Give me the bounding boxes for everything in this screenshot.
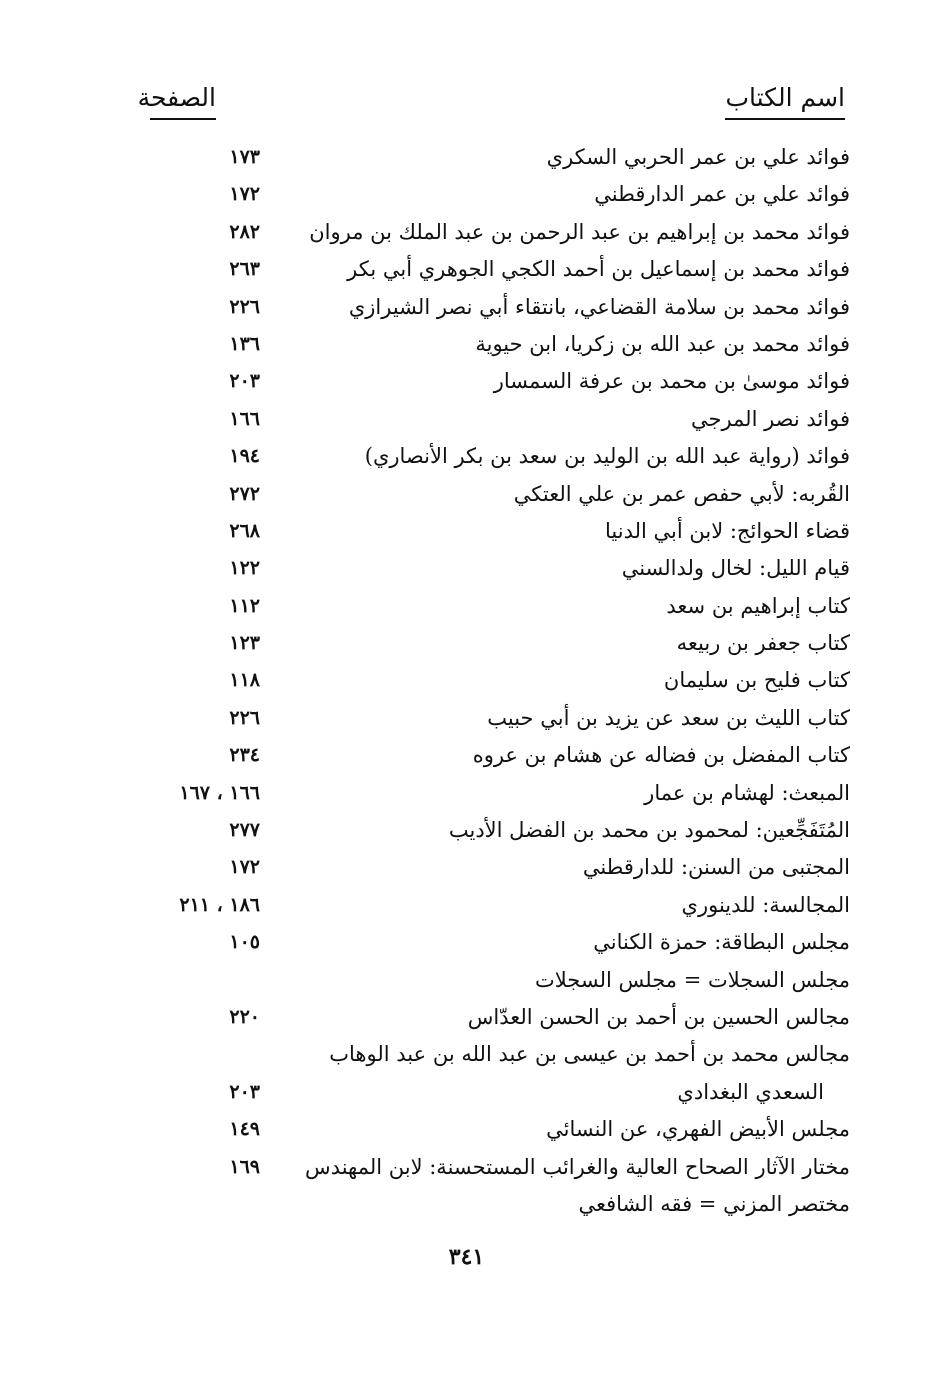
index-entry xyxy=(150,1074,850,1111)
index-entry xyxy=(150,401,850,438)
index-entry xyxy=(150,251,850,288)
entry-title: مختصر المزني = فقه الشافعي xyxy=(578,1191,850,1216)
index-entry xyxy=(150,812,850,849)
entry-title: فوائد موسىٰ بن محمد بن عرفة السمسار xyxy=(493,369,850,394)
entry-page-number xyxy=(150,1036,260,1073)
entry-title: مجلس البطاقة: حمزة الكناني xyxy=(593,930,850,955)
entry-title: كتاب إبراهيم بن سعد xyxy=(666,593,850,618)
index-entry xyxy=(150,775,850,812)
index-entry xyxy=(150,476,850,513)
entry-page-number: ١٧٢ xyxy=(229,183,260,206)
entry-page-number: ١٨٦ ، ٢١١ xyxy=(179,893,260,916)
entry-page-number: ١٣٦ xyxy=(229,332,260,355)
entry-page-number: ١٢٢ xyxy=(229,557,260,580)
entry-page-number: ١٢٣ xyxy=(229,632,260,655)
entry-page-number: ٢٧٧ xyxy=(229,819,260,842)
entry-title: فوائد محمد بن عبد الله بن زكريا، ابن حيوية xyxy=(475,331,850,356)
index-entries xyxy=(150,139,850,1223)
entry-title: فوائد علي بن عمر الحربي السكري xyxy=(546,145,850,169)
index-entry xyxy=(150,924,850,961)
entry-page-number: ١١٨ xyxy=(229,669,260,692)
entry-title: مجلس السجلات = مجلس السجلات xyxy=(535,967,850,992)
entry-title: كتاب جعفر بن ربيعه xyxy=(676,631,850,656)
book-name-column-header: اسم الكتاب xyxy=(725,80,845,120)
entry-title: مجالس محمد بن أحمد بن عيسى بن عبد الله بن عبد الوهاب xyxy=(329,1042,850,1067)
entry-page-number: ١٧٣ xyxy=(229,146,260,168)
entry-title: قيام الليل: لخال ولدالسني xyxy=(621,556,850,581)
index-entry xyxy=(150,139,850,176)
index-entry xyxy=(150,662,850,699)
index-entry xyxy=(150,1036,850,1073)
entry-title: كتاب فليح بن سليمان xyxy=(663,668,850,693)
index-entry xyxy=(150,588,850,625)
index-entry xyxy=(150,289,850,326)
entry-title: مجلس الأبيض الفهري، عن النسائي xyxy=(546,1117,850,1142)
entry-page-number xyxy=(150,1186,260,1223)
entry-page-number: ٢٠٣ xyxy=(229,1080,260,1103)
entry-title: كتاب الليث بن سعد عن يزيد بن أبي حبيب xyxy=(487,705,850,730)
entry-page-number: ١١٢ xyxy=(229,594,260,617)
entry-title: مختار الآثار الصحاح العالية والغرائب المستحسنة: لابن المهندس xyxy=(305,1154,850,1179)
entry-page-number: ٢٧٢ xyxy=(229,482,260,505)
entry-title: فوائد علي بن عمر الدارقطني xyxy=(594,182,850,207)
index-entry xyxy=(150,887,850,924)
entry-title: فوائد محمد بن إبراهيم بن عبد الرحمن بن عبد الملك بن مروان xyxy=(309,219,850,244)
entry-title: قضاء الحوائج: لابن أبي الدنيا xyxy=(605,518,850,543)
index-entry xyxy=(150,438,850,475)
entry-page-number: ١٤٩ xyxy=(229,1118,260,1141)
entry-page-number: ٢٢٦ xyxy=(229,295,260,318)
index-entry xyxy=(150,625,850,662)
index-entry xyxy=(150,363,850,400)
entry-title: القُربه: لأبي حفص عمر بن علي العتكي xyxy=(513,481,850,506)
index-entry xyxy=(150,1186,850,1223)
entry-page-number: ٢٠٣ xyxy=(229,370,260,393)
index-entry xyxy=(150,326,850,363)
index-entry xyxy=(150,1149,850,1186)
entry-page-number: ٢٦٨ xyxy=(229,519,260,542)
index-entry xyxy=(150,700,850,737)
entry-page-number xyxy=(150,962,260,999)
entry-title: السعدي البغدادي xyxy=(677,1079,824,1104)
entry-title: مجالس الحسين بن أحمد بن الحسن العدّاس xyxy=(467,1004,850,1029)
entry-page-number: ٢٢٦ xyxy=(229,706,260,729)
entry-title: المجتبى من السنن: للدارقطني xyxy=(582,855,850,880)
entry-page-number: ٢٣٤ xyxy=(229,744,260,767)
entry-page-number: ٢٢٠ xyxy=(229,1005,260,1028)
entry-title: المبعث: لهشام بن عمار xyxy=(644,780,850,805)
table-header xyxy=(137,80,845,124)
index-entry xyxy=(150,962,850,999)
index-entry xyxy=(150,214,850,251)
entry-page-number: ٢٦٣ xyxy=(229,258,260,281)
entry-page-number: ١٦٩ xyxy=(229,1155,260,1178)
entry-title: كتاب المفضل بن فضاله عن هشام بن عروه xyxy=(472,743,850,768)
page-number: ٣٤١ xyxy=(448,1244,485,1270)
entry-title: فوائد محمد بن سلامة القضاعي، بانتقاء أبي نصر الشيرازي xyxy=(348,294,850,319)
entry-title: فوائد (رواية عبد الله بن الوليد بن سعد بن بكر الأنصاري) xyxy=(364,444,850,469)
entry-title: فوائد محمد بن إسماعيل بن أحمد الكجي الجوهري أبي بكر xyxy=(347,257,850,282)
index-entry xyxy=(150,550,850,587)
entry-title: المُتَفَجِّعين: لمحمود بن محمد بن الفضل الأديب xyxy=(448,818,850,843)
entry-page-number: ١٩٤ xyxy=(229,445,260,468)
entry-title: المجالسة: للدينوري xyxy=(681,892,850,917)
index-entry xyxy=(150,737,850,774)
page-column-header: الصفحة xyxy=(150,80,216,120)
entry-title: فوائد نصر المرجي xyxy=(690,406,850,431)
entry-page-number: ١٦٦ ، ١٦٧ xyxy=(179,781,260,804)
index-entry xyxy=(150,176,850,213)
entry-page-number: ١٦٦ xyxy=(229,407,260,430)
index-entry xyxy=(150,849,850,886)
entry-page-number: ٢٨٢ xyxy=(229,220,260,243)
entry-page-number: ١٠٥ xyxy=(229,931,260,954)
index-entry xyxy=(150,999,850,1036)
index-entry xyxy=(150,1111,850,1148)
index-entry xyxy=(150,513,850,550)
entry-page-number: ١٧٢ xyxy=(229,856,260,879)
